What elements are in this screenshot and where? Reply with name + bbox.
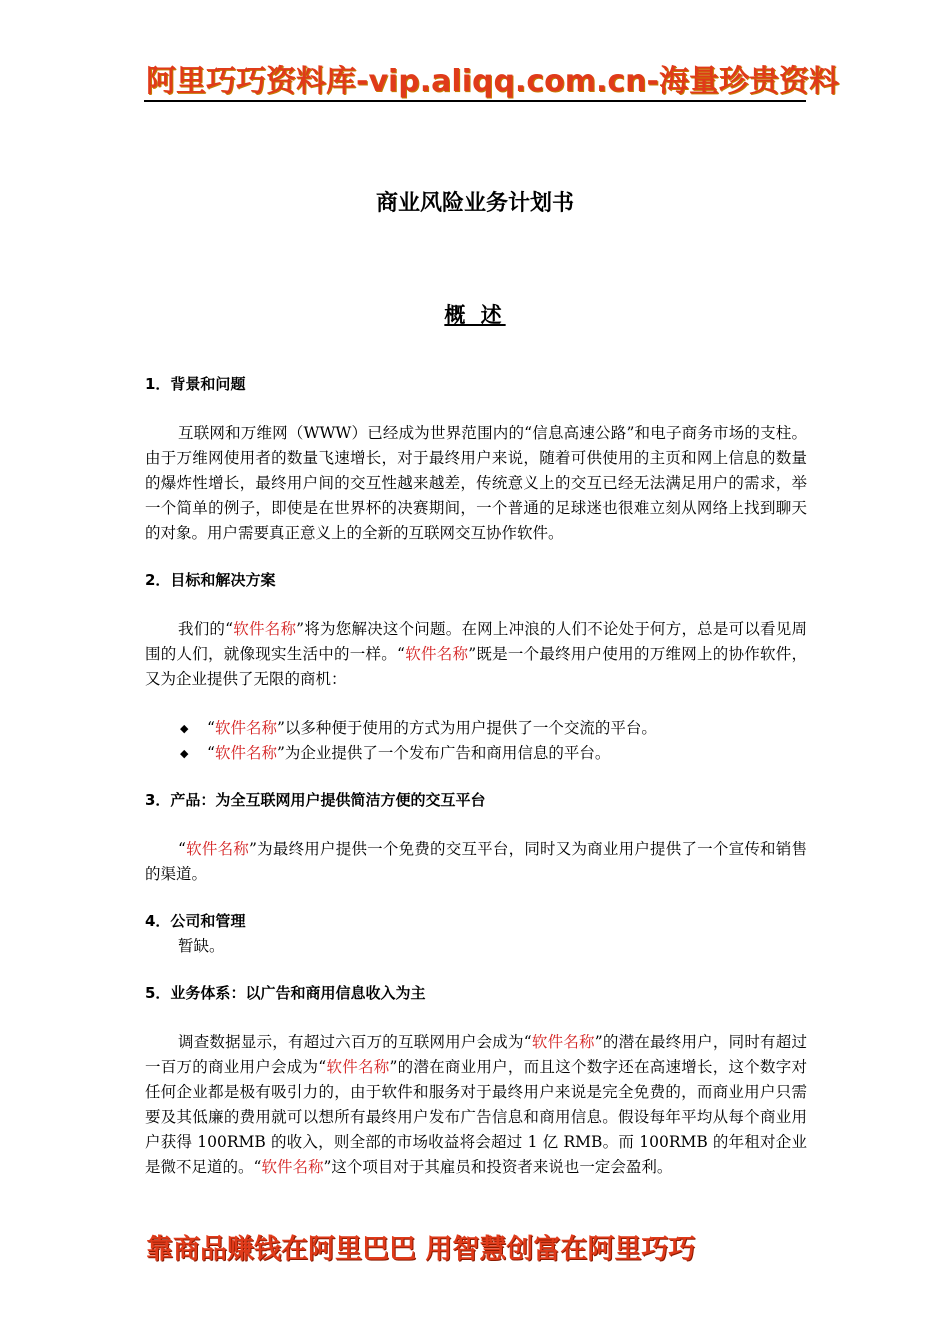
section-title-text: 概 述	[444, 303, 506, 327]
paragraph-company: 暂缺。	[178, 937, 225, 955]
diamond-bullet-icon: ◆	[180, 747, 189, 760]
list-item	[145, 716, 807, 741]
document-body	[145, 372, 807, 1180]
document-title: 商业风险业务计划书	[375, 191, 574, 216]
software-name-placeholder: 软件名称	[214, 744, 277, 762]
software-name-placeholder: 软件名称	[185, 840, 250, 858]
software-name-placeholder: 软件名称	[214, 719, 277, 737]
header-banner: 阿里巧巧资料库-vip.aliqq.com.cn-海量珍贵资料	[146, 64, 839, 99]
paragraph-product	[145, 837, 807, 887]
diamond-bullet-icon: ◆	[180, 722, 189, 735]
text-run: ”为最终用户提供一个免费的交互平台，同时又为商业用户提供了一个宣传和销售的渠道。	[145, 840, 807, 883]
text-run: ”的潜在最终用户，同时有超过一百万的商业用户会成为“	[145, 1033, 807, 1076]
heading-business: 5．业务体系：以广告和商用信息收入为主	[145, 984, 426, 1002]
software-name-placeholder: 软件名称	[404, 645, 469, 663]
footer-banner: 靠商品赚钱在阿里巴巴 用智慧创富在阿里巧巧	[146, 1234, 696, 1265]
software-name-placeholder: 软件名称	[531, 1033, 595, 1051]
text-run: ”将为您解决这个问题。在网上冲浪的人们不论处于何方，总是可以看见周围的人们，就像现实生活中的一样。“	[145, 620, 807, 663]
paragraph-background: 互联网和万维网（WWW）已经成为世界范围内的“信息高速公路”和电子商务市场的支柱。由于万维网使用者的数量飞速增长，对于最终用户来说，随着可供使用的主页和网上信息的数量的爆炸性增长，最终用户间的交互性越来越差，传统意义上的交互已经无法满足用户的需求，举一个简单的例子，即使是在世界杯的决赛期间，一个普通的足球迷也很难立刻从网络上找到聊天的对象。用户需要真正意义上的全新的互联网交互协作软件。	[145, 424, 807, 542]
text-run: ”这个项目对于其雇员和投资者来说也一定会盈利。	[323, 1158, 673, 1176]
software-name-placeholder: 软件名称	[233, 620, 297, 638]
text-run: 我们的“	[178, 620, 234, 638]
paragraph-goals	[145, 617, 807, 692]
heading-background: 1．背景和问题	[145, 375, 246, 393]
paragraph-business	[145, 1030, 807, 1180]
text-run: ”以多种便于使用的方式为用户提供了一个交流的平台。	[276, 719, 657, 737]
text-run: 调查数据显示，有超过六百万的互联网用户会成为“	[178, 1033, 532, 1051]
header-divider	[144, 100, 806, 102]
list-item	[145, 741, 807, 766]
heading-product: 3．产品：为全互联网用户提供简洁方便的交互平台	[145, 791, 486, 809]
heading-company: 4．公司和管理	[145, 912, 246, 930]
text-run: ”为企业提供了一个发布广告和商用信息的平台。	[276, 744, 611, 762]
text-run: ”的潜在商业用户，而且这个数字还在高速增长，这个数字对任何企业都是极有吸引力的，由于软件和服务对于最终用户来说是完全免费的，而商业用户只需要及其低廉的费用就可以想所有最终用户发布广告信息和商用信息。假设每年平均从每个商业用户获得 100RMB 的收入，则全部的市场收益将会超过 1 亿 RMB。而 100RMB 的年租对企业是微不足道的。“	[145, 1058, 807, 1176]
text-run: “	[207, 719, 215, 737]
text-run: “	[207, 744, 215, 762]
text-run: ”既是一个最终用户使用的万维网上的协作软件，又为企业提供了无限的商机：	[145, 645, 807, 688]
section-title	[0, 299, 950, 329]
software-name-placeholder: 软件名称	[326, 1058, 390, 1076]
heading-goals: 2．目标和解决方案	[145, 571, 276, 589]
text-run: “	[178, 840, 186, 858]
goals-bullet-list	[145, 716, 807, 766]
software-name-placeholder: 软件名称	[261, 1158, 324, 1176]
